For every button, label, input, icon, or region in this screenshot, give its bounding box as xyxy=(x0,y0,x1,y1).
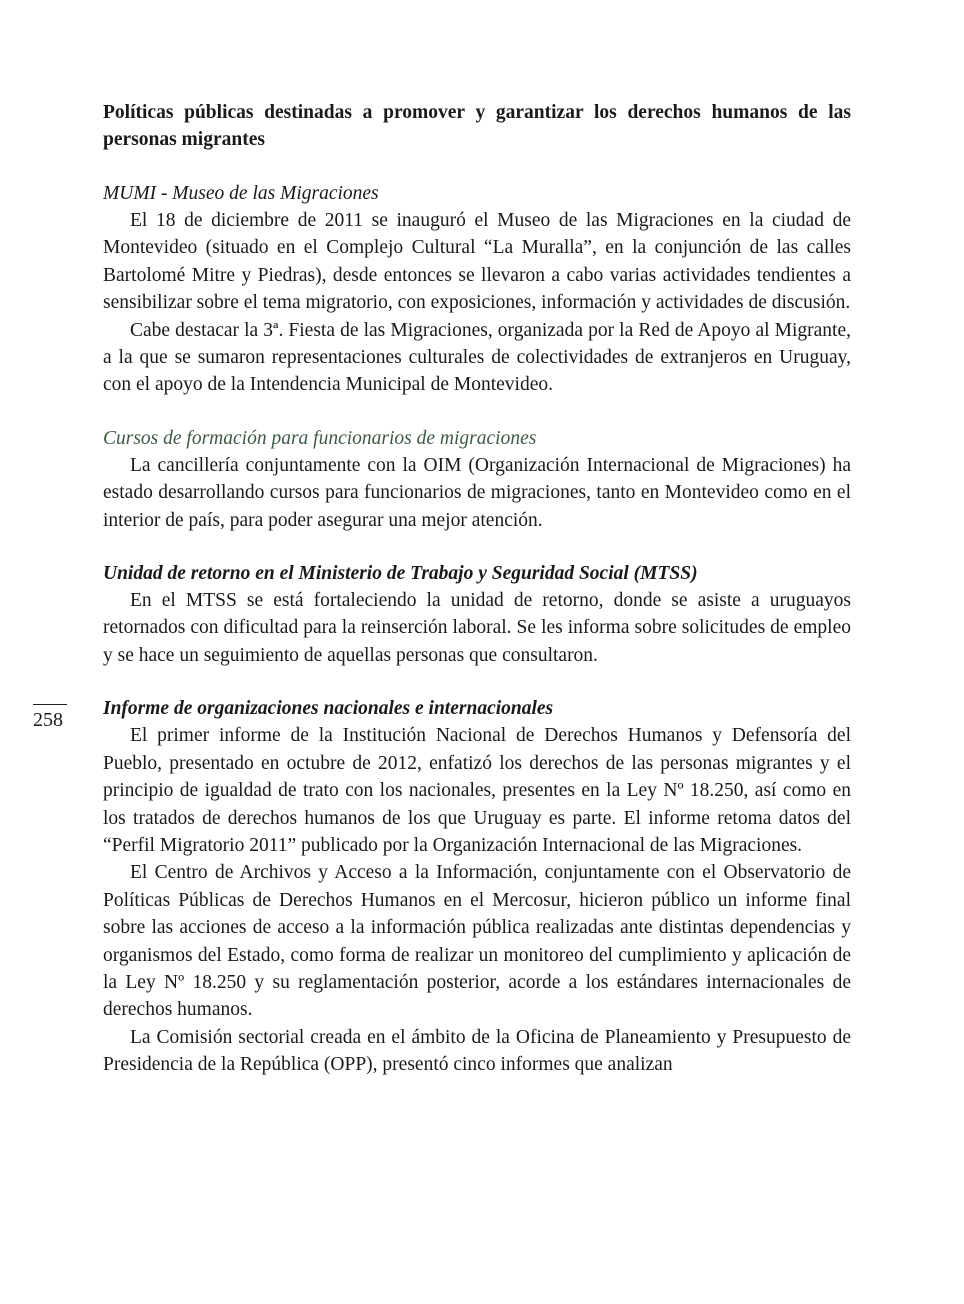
paragraph: La Comisión sectorial creada en el ámbito de la Oficina de Planeamiento y Presupuesto de Presidencia de la República (OPP), presentó cinco informes que analizan xyxy=(103,1026,851,1076)
paragraph: La cancillería conjuntamente con la OIM (Organización Internacional de Migraciones) ha estado desarrollando cursos para funcionarios de migraciones, tanto en Montevideo como en el interior de país, para poder asegurar una mejor atención. xyxy=(103,454,851,531)
paragraph: El 18 de diciembre de 2011 se inauguró el Museo de las Migraciones en la ciudad de Montevideo (situado en el Complejo Cultural “La Muralla”, en la conjunción de las calles Bartolomé Mitre y Piedras), desde entonces se llevaron a cabo varias actividades tendientes a sensibilizar sobre el tema migratorio, con exposiciones, información y actividades de discusión. xyxy=(103,210,851,314)
section-title-cursos: Cursos de formación para funcionarios de migraciones xyxy=(103,427,537,449)
section-unidad-retorno xyxy=(103,560,851,669)
section-title-informe: Informe de organizaciones nacionales e internacionales xyxy=(103,698,554,720)
section-informe xyxy=(103,695,851,1078)
page-title: Políticas públicas destinadas a promover y garantizar los derechos humanos de las personas migrantes xyxy=(103,102,851,150)
page-body xyxy=(103,99,851,1105)
section-title-mumi: MUMI - Museo de las Migraciones xyxy=(103,183,379,204)
paragraph: Cabe destacar la 3ª. Fiesta de las Migraciones, organizada por la Red de Apoyo al Migrante, a la que se sumaron representaciones culturales de colectividades de extranjeros en Uruguay, con el apoyo de la Intendencia Municipal de Montevideo. xyxy=(103,319,851,396)
page-number: 258 xyxy=(33,704,67,732)
paragraph: El Centro de Archivos y Acceso a la Información, conjuntamente con el Observatorio de Políticas Públicas de Derechos Humanos en el Mercosur, hicieron público un informe final sobre las acciones de acceso a la información pública realizadas ante distintas dependencias y organismos del Estado, como forma de realizar un monitoreo del cumplimiento y aplicación de la Ley Nº 18.250 y su reglamentación posterior, acorde a los estándares internacionales de derechos humanos. xyxy=(103,862,851,1021)
paragraph: En el MTSS se está fortaleciendo la unidad de retorno, donde se asiste a uruguayos retornados con dificultad para la reinserción laboral. Se les informa sobre solicitudes de empleo y se hace un seguimiento de aquellas personas que consultaron. xyxy=(103,590,851,666)
section-cursos xyxy=(103,425,851,534)
paragraph: El primer informe de la Institución Nacional de Derechos Humanos y Defensoría del Pueblo, presentado en octubre de 2012, enfatizó los derechos de las personas migrantes y el principio de igualdad de trato con los nacionales, presentes en la Ley Nº 18.250, así como en los tratados de derechos humanos de los que Uruguay es parte. El informe retoma datos del “Perfil Migratorio 2011” publicado por la Organización Internacional de las Migraciones. xyxy=(103,725,851,856)
section-mumi xyxy=(103,180,851,399)
section-title-unidad-retorno: Unidad de retorno en el Ministerio de Trabajo y Seguridad Social (MTSS) xyxy=(103,563,698,585)
